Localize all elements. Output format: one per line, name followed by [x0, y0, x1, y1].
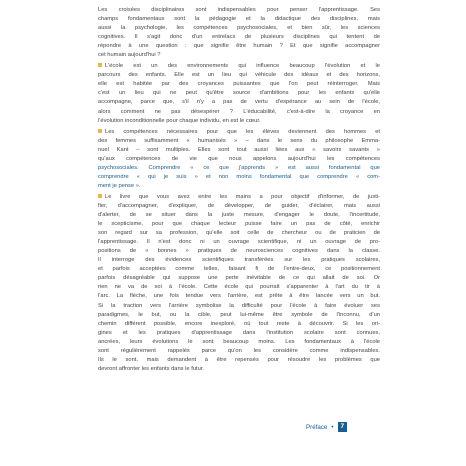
paragraph-2	[98, 62, 380, 125]
text-line: cet humain aujourd'hui ?	[98, 52, 161, 59]
text-line: qu'aux compétences de vie que nous appelons aujourd'hui les compétences	[98, 155, 380, 162]
text-line: sont régulièrement rappelés parce qu'on les considère comme indispensables.	[98, 347, 380, 354]
text-line: nuel Kant – sont multiples. Elles sont tout aussi liées aux « savoirs savants »	[98, 146, 380, 153]
highlighted-text-line: psychosociales. Comprendre « ce que j'apprends » est aussi fondamental que	[98, 164, 380, 171]
highlighted-text-line: comprendre « qui je suis » et non moins fondamental que comprendre « com-	[98, 173, 380, 180]
text-line: le scepticisme, pour que chaque lecteur puisse faire un pas de côté, enrichir	[98, 221, 380, 228]
text-line: chemin différent possible, encore inexploré, où tout reste à découvrir. Si les ori-	[98, 320, 380, 327]
text-line: cognitives. Il s'agit donc d'un entrelacs de plusieurs disciplines qui tentent de	[98, 34, 380, 41]
text-line: Le livre que vous avez entre les mains a pour objectif d'informer, de justi-	[98, 193, 380, 202]
paragraph-1	[98, 6, 380, 60]
text-line: parcours des enfants. Elle est un lieu qui véhicule des idéaux et des horizons,	[98, 72, 380, 79]
section-name: Préface	[306, 423, 328, 431]
square-bullet-icon	[98, 129, 102, 133]
text-line: champs fondamentaux sont la pédagogie et la didactique des disciplines, mais	[98, 16, 380, 23]
text-column	[98, 6, 380, 376]
paragraph-3	[98, 128, 380, 191]
text-line: gines et les pratiques d'apprentissage dans l'institution scolaire sont connues,	[98, 329, 380, 336]
text-line: accompagne, parce que, s'il n'y a pas de vertu d'espérance au sein de l'école,	[98, 99, 380, 106]
text-line: et parfois acceptées comme telles, faisant fi de l'entre-deux, ce positionnement	[98, 266, 380, 273]
text-line: L'école est un des environnements qui influence beaucoup l'évolution et le	[98, 62, 380, 71]
text-line: l'apprentissage. Il n'est donc ni un ouvrage scientifique, ni un ouvrage de pro-	[98, 239, 380, 246]
text-line: répondre à une question : que signifie être humain ? Et que signifie accompagner	[98, 43, 380, 50]
text-line: Les croisées disciplinaires sont indispensables pour penser l'apprentissage. Ses	[98, 7, 380, 13]
text-line: positions de « bonnes » pratiques de neurosciences cognitives dans la classe.	[98, 248, 380, 255]
text-line: Les compétences nécessaires pour que les élèves deviennent des hommes et	[98, 128, 380, 137]
text-line: Ils le sont, mais demandent à être repensés pour résoudre les problèmes que	[98, 356, 380, 363]
text-line: c'est un lieu qui ne peut qu'être source d'ambitions pour les enfants qu'elle	[98, 90, 380, 97]
text-line: d'alerter, de se situer dans la juste mesure, d'engager le doute, l'incertitude,	[98, 212, 380, 219]
square-bullet-icon	[98, 63, 102, 67]
text-line: rien ne va de soi à l'école. Cette école qui pourrait s'apparenter à l'art du tir à	[98, 284, 380, 291]
text-line: paradigmes, le but, ou la cible, peut lui-même être symbole de l'inconnu, d'un	[98, 311, 380, 318]
text-line: Il interroge des évidences scientifiques transférées sur les pratiques scolaires,	[98, 257, 380, 264]
text-line: l'évolution inconditionnelle pour chaque individu, en est le cœur.	[98, 117, 261, 124]
text-line: son regard sur sa profession, qu'elle soit celle de chercheur ou de praticien de	[98, 230, 380, 237]
text-line: elle est habitée par des croyances puissantes que l'on peut réinterroger. Mais	[98, 81, 380, 88]
text-line: aussi la psychologie, les compétences psychosociales, et bien sûr, les sciences	[98, 25, 380, 32]
square-bullet-icon	[98, 194, 102, 198]
text-line: des femmes suffisamment « humanisés » – dans le sens du philosophe Emma-	[98, 137, 380, 144]
text-line: Si la traction vers l'arrière symbolise la difficulté pour l'école à faire évoluer ses	[98, 302, 380, 309]
footer-separator: •	[331, 423, 334, 431]
page-footer	[306, 422, 347, 432]
text-line: fier, d'accompagner, d'expliquer, de développer, de guider, d'éclairer, mais aussi	[98, 202, 380, 209]
text-line: alors comment ne pas désespérer ? L'éducabilité, c'est-à-dire la croyance en	[98, 108, 380, 115]
text-line: devront affronter les enfants dans le futur.	[98, 365, 205, 372]
text-line: parfois désagréable qui suppose une perte inévitable de ce qui allait de soi. Or	[98, 275, 380, 282]
text-line: ancrées, leurs évolutions le sont beaucoup moins. Les fondamentaux à l'école	[98, 338, 380, 345]
paragraph-4	[98, 193, 380, 374]
page-number: 7	[338, 422, 348, 432]
text-line: l'arc. La flèche, une fois tendue vers l'arrière, est prête à être lancée vers un but.	[98, 293, 380, 300]
highlighted-text-line: ment je pense ».	[98, 182, 141, 189]
